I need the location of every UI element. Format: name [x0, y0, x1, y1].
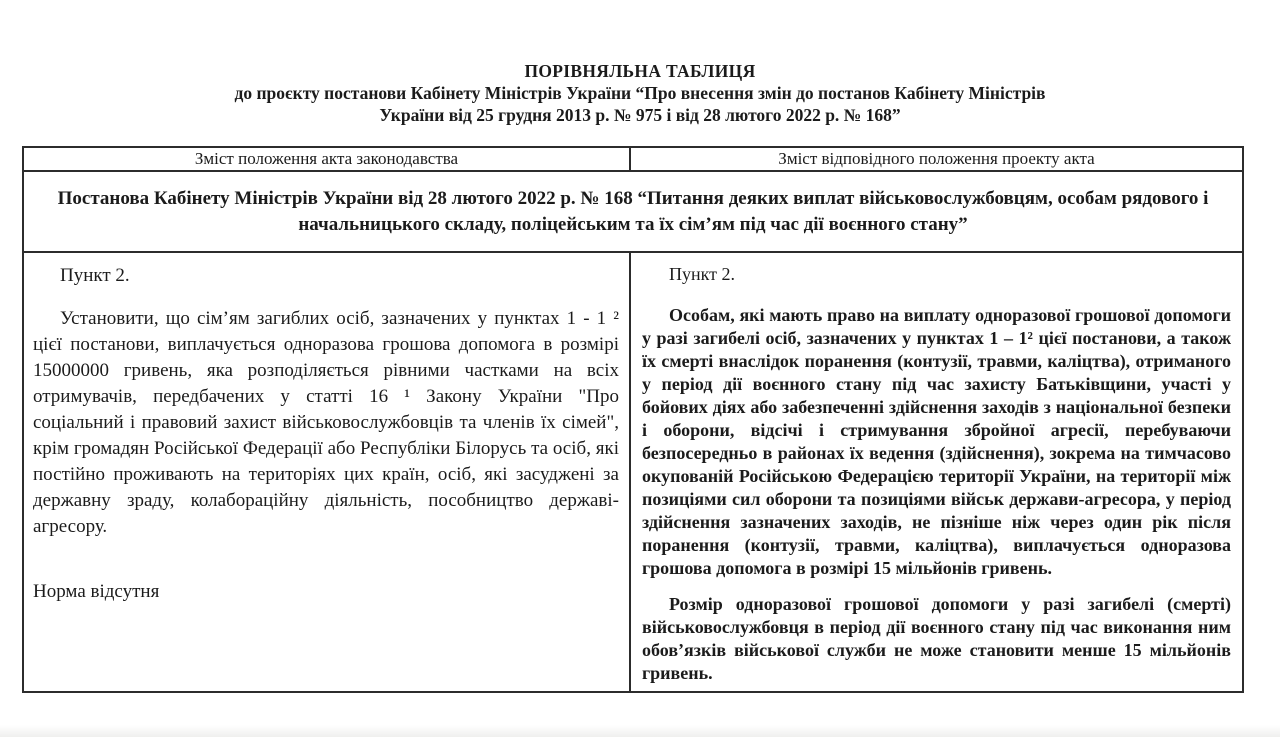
right-point-label: Пункт 2.	[669, 264, 736, 284]
document-subtitle	[0, 82, 1280, 126]
right-provision-paragraph-1: Особам, які мають право на виплату одноразової грошової допомоги у разі загибелі осіб, зазначених у пунктах 1 – 1² цієї постанови, а також їх смерті внаслідок поранення (контузії, травми, каліцтва), отриманого у період дії воєнного стану під час захисту Батьківщини, участі у бойових діях або забезпеченні здійснення заходів з національної безпеки і оборони, відсічі і стримування збройної агресії, перебуваючи безпосередньо в районах їх ведення (здійснення), зокрема на тимчасово окупованій Російською Федерацією території України, на території між позиціями сил оборони та позиціями військ держави-агресора, у період здійснення зазначених заходів, не пізніше ніж через один рік після поранення (контузії, травми, каліцтва), виплачується одноразова грошова допомога в розмірі 15 мільйонів гривень.	[642, 305, 1231, 578]
left-provision-paragraph: Установити, що сім’ям загиблих осіб, зазначених у пунктах 1 - 1 ² цієї постанови, виплачується одноразова грошова допомога в розмірі 15000000 гривень, яка розподіляється рівними частками на всіх отримувачів, передбачених у статті 16 ¹ Закону України "Про соціальний і правовий захист військовослужбовців та членів їх сімей", крім громадян Російської Федерації або Республіки Білорусь та осіб, які постійно проживають на територіях цих країн, осіб, які засуджені за державну зраду, колабораційну діяльність, пособництво державі-агресору.	[33, 308, 619, 537]
draft-provision-cell	[631, 253, 1242, 691]
table-header-row	[24, 148, 1242, 172]
table-header-left-column: Зміст положення акта законодавства	[24, 148, 631, 170]
table-body-row	[24, 253, 1242, 691]
current-provision-cell	[24, 253, 631, 691]
document-subtitle-line-2: України від 25 грудня 2013 р. № 975 і від 28 лютого 2022 р. № 168”	[379, 105, 901, 125]
document-title: ПОРІВНЯЛЬНА ТАБЛИЦЯ	[524, 61, 756, 81]
comparative-table	[22, 146, 1244, 693]
document-subtitle-line-1: до проєкту постанови Кабінету Міністрів України “Про внесення змін до постанов Кабінету Міністрів	[234, 83, 1046, 103]
table-header-right-column: Зміст відповідного положення проекту акта	[778, 149, 1095, 168]
document-title-block	[0, 60, 1280, 126]
no-norm-note: Норма відсутня	[33, 581, 160, 602]
right-provision-paragraph-2: Розмір одноразової грошової допомоги у разі загибелі (смерті) військовослужбовця в період дії воєнного стану під час виконання ним обов’язків військової служби не може становити менше 15 мільйонів гривень.	[642, 594, 1231, 683]
left-point-label: Пункт 2.	[60, 265, 130, 286]
page-bottom-scan-shadow	[0, 725, 1280, 737]
act-title-row: Постанова Кабінету Міністрів України від 28 лютого 2022 р. № 168 “Питання деяких виплат військовослужбовцям, особам рядового і начальницького складу, поліцейським та їх сім’ям під час дії воєнного стану”	[24, 172, 1242, 253]
